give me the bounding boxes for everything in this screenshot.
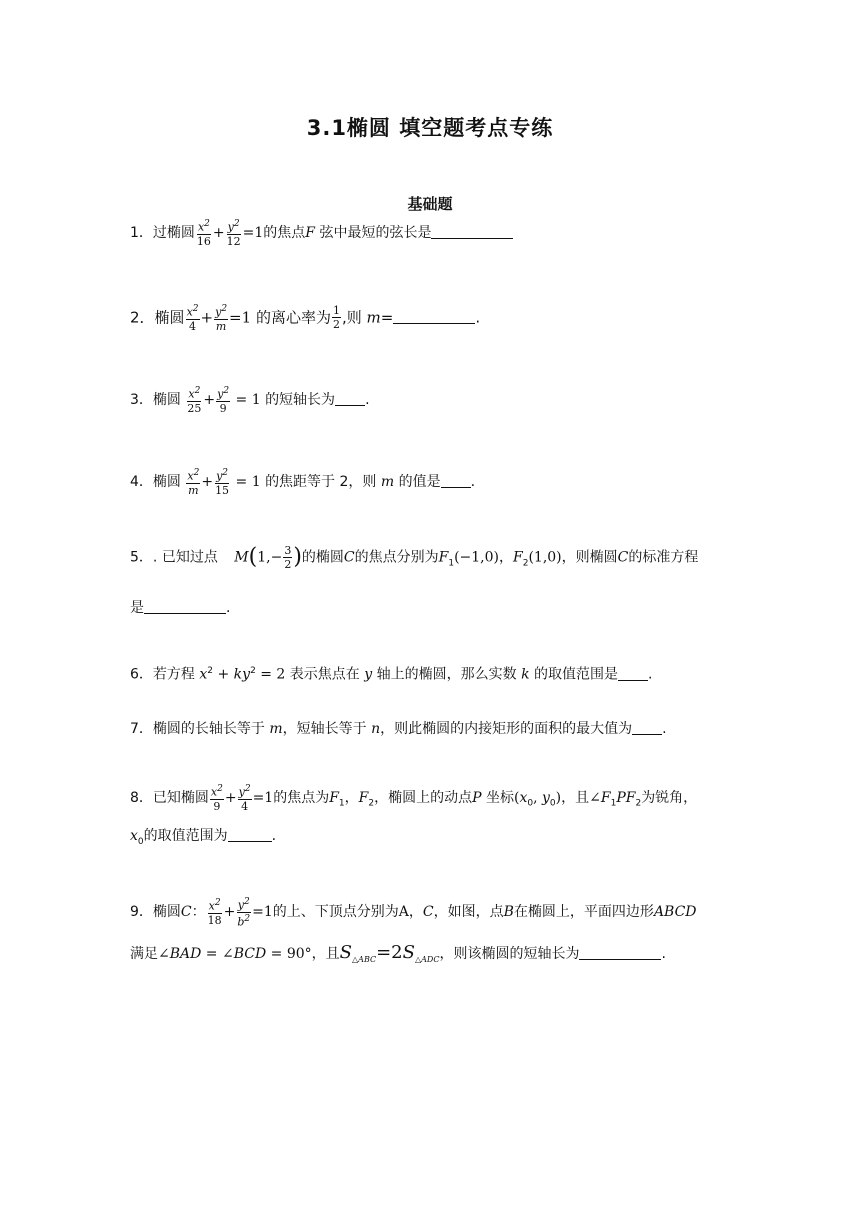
question-text: 椭圆 [152,473,181,490]
question-2: 2．椭圆 $\frac{x^2}{4}$ + $\frac{y^2}{m}$ =1 的离心率为 $\frac{1}{2}$ ,则 m= . [130,304,481,333]
fraction: $\frac{x^2}{25}$ [187,386,202,415]
question-text: 的离心率为 [255,308,331,327]
question-text: 表示焦点在 [289,666,360,683]
question-text: . [365,391,370,408]
question-text: ,则 [341,308,362,327]
question-text: ，则椭圆 [561,549,618,566]
question-number: 9． [130,904,153,921]
page-title: 3.1椭圆 填空题考点专练 [306,116,554,140]
fraction: $\frac{x^2}{4}$ [186,304,199,333]
answer-blank[interactable] [228,827,272,842]
question-number: 3． [130,391,153,408]
question-text: ，则该椭圆的短轴长为 [439,946,580,962]
point-m: M [234,549,249,566]
fraction: $\frac{y^2}{12}$ [226,219,241,248]
math-variable: m [366,308,381,327]
question-9: 9．椭圆C： $\frac{x^2}{18}$ + $\frac{y^2}{b^2}$ =1的上、下顶点分别为A，C，如图，点B在椭圆上，平面四边形ABCD [130,897,697,929]
fraction: $\frac{y^2}{15}$ [215,468,230,497]
question-text: . [662,721,667,737]
question-5: 5．. 已知过点 M(1,− $\frac{3}{2}$ )的椭圆C的焦点分别为$F_1(-1,0)$，$F_2(1,0)$，则椭圆C的标准方程 [130,544,699,571]
question-4: 4．椭圆 $\frac{x^2}{m}$ + $\frac{y^2}{15}$ = 1 的焦距等于 2，则 m 的值是 . [130,468,476,497]
question-text: ，如图，点 [433,904,504,921]
question-text: . [271,828,277,844]
question-text: 为锐角， [641,789,698,806]
question-text: 椭圆 [152,391,181,408]
question-text: 的焦点为 [273,789,330,806]
question-7: 7．椭圆的长轴长等于 m，短轴长等于 n，则此椭圆的内接矩形的面积的最大值为 . [130,721,667,737]
question-text: 椭圆的长轴长等于 [152,721,265,737]
question-number: 6． [130,666,153,683]
math-variable: F [305,224,316,241]
question-text: 的椭圆 [301,549,344,566]
question-text: 的取值范围是 [534,666,619,683]
question-text: 满足 [130,946,158,962]
question-text: . 已知过点 [152,549,218,566]
question-text: 在椭圆上，平面四边形 [513,904,654,921]
question-text: 的值是 [398,473,441,490]
fraction: $\frac{y^2}{4}$ [238,784,251,813]
question-text: 的标准方程 [628,549,699,566]
question-text: . [475,308,481,327]
fraction: $\frac{x^2}{16}$ [196,219,211,248]
answer-blank[interactable] [144,599,226,614]
question-1: 1．过椭圆 $\frac{x^2}{16}$ + $\frac{y^2}{12}$ =1的焦点F 弦中最短的弦长是 [130,218,513,248]
question-text: 坐标 [485,789,514,806]
question-3: 3．椭圆 $\frac{x^2}{25}$ + $\frac{y^2}{9}$ = 1 的短轴长为 . [130,386,370,415]
fraction: $\frac{x^2}{m}$ [187,468,200,497]
question-9-line-2: 满足∠BAD = ∠BCD = 90°，且$S_{\triangle ABC}=2S_{\triangle ADC}$，则该椭圆的短轴长为 . [130,942,666,964]
question-number: 7． [130,721,153,737]
question-text: ，且 [311,946,340,962]
question-text: ， [344,789,359,806]
question-text: . [648,666,653,683]
fraction: $\frac{y^2}{b^2}$ [237,897,251,929]
question-text: 轴上的椭圆，那么实数 [376,666,517,683]
question-text: ， [499,549,513,566]
question-text: 若方程 [152,666,195,683]
math-variable: C [343,549,355,566]
answer-blank[interactable] [431,224,513,239]
question-number: 2． [130,308,155,327]
question-text: 是 [130,600,144,616]
question-text: . [661,946,666,962]
answer-blank[interactable] [441,473,471,488]
question-text: 过椭圆 [152,224,195,241]
question-text: 椭圆 [154,308,185,327]
question-text: 椭圆 [152,904,181,921]
question-text: ，短轴长等于 [282,721,367,737]
question-text: 的取值范围为 [143,828,228,844]
fraction: $\frac{x^2}{9}$ [210,784,223,813]
question-text: 的焦点分别为 [354,549,439,566]
answer-blank[interactable] [632,720,662,735]
answer-blank[interactable] [335,391,365,406]
question-6: 6．若方程 $x^2 + ky^2 = 2$ 表示焦点在 y 轴上的椭圆，那么实数 k 的取值范围是 . [130,666,653,683]
question-8: 8．已知椭圆 $\frac{x^2}{9}$ + $\frac{y^2}{4}$ =1的焦点为$F_1$，$F_2$，椭圆上的动点P 坐标($x_0$, $y_0$)，且$\angle F_1PF_2$为锐角， [130,784,698,813]
fraction: $\frac{1}{2}$ [332,304,340,332]
math-variable: m [380,473,395,490]
answer-blank[interactable] [618,666,648,681]
question-number: 5． [130,549,153,566]
question-text: 的上、下顶点分别为 [272,904,399,921]
question-5-line-2 [130,598,230,618]
question-number: 4． [130,473,153,490]
question-text: 已知椭圆 [152,789,209,806]
question-text: ，椭圆上的动点 [374,789,473,806]
answer-blank[interactable] [393,309,475,324]
question-text: ，且 [561,789,590,806]
question-number: 8． [130,789,153,806]
fraction: $\frac{x^2}{18}$ [207,898,222,927]
question-text: 弦中最短的弦长是 [319,224,432,241]
question-text: . [226,600,231,616]
question-text: . [470,473,476,490]
fraction: $\frac{3}{2}$ [284,544,292,571]
math-variable: C [617,549,629,566]
question-text: 的焦距等于 2，则 [265,473,377,490]
fraction: $\frac{y^2}{9}$ [217,386,230,415]
question-number: 1． [130,224,153,241]
fraction: $\frac{y^2}{m}$ [215,304,228,333]
question-text: 的短轴长为 [265,391,336,408]
question-text: = [380,308,394,327]
question-text: ，则此椭圆的内接矩形的面积的最大值为 [380,721,633,737]
section-heading: 基础题 [407,195,453,213]
answer-blank[interactable] [579,945,661,960]
question-text: 的焦点 [263,224,306,241]
question-8-line-2: $x_0$的取值范围为 . [130,828,277,847]
